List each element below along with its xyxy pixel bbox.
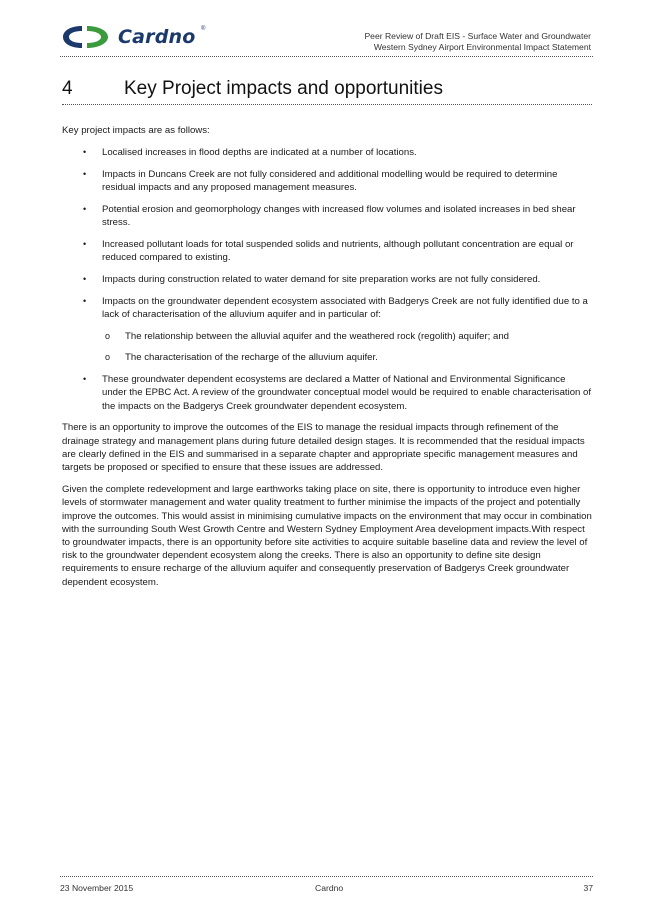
sub-list-item-text: The relationship between the alluvial aquifer and the weathered rock (regolith) aquifer; and [125, 331, 509, 343]
page-header [0, 0, 653, 60]
sub-list-item [102, 351, 592, 364]
section-heading [62, 78, 592, 105]
bullet-icon: • [83, 374, 87, 385]
page-footer [60, 876, 593, 897]
footer-company: Cardno [315, 883, 344, 893]
list-item-text: Potential erosion and geomorphology changes with increased flow volumes and isolated increases in bed shear stress. [102, 204, 576, 229]
cardno-logo-mark-icon [60, 22, 116, 52]
document-title [364, 31, 591, 53]
bullet-icon: • [83, 239, 87, 249]
sub-list-item-text: The characterisation of the recharge of the alluvium aquifer. [125, 352, 378, 364]
list-item-text: Localised increases in flood depths are indicated at a number of locations. [102, 147, 417, 159]
bullet-icon: • [83, 295, 87, 306]
list-item [62, 146, 592, 159]
document-subtitle-line: Western Sydney Airport Environmental Impact Statement [373, 42, 591, 52]
intro-paragraph: Key project impacts are as follows: [62, 125, 210, 136]
sub-list-item [102, 330, 592, 343]
bullet-icon: • [83, 204, 87, 214]
section-title: Key Project impacts and opportunities [124, 78, 443, 99]
cardno-logo [60, 22, 210, 52]
list-item [62, 295, 592, 365]
bullet-icon: • [83, 147, 87, 158]
opportunity-paragraph: There is an opportunity to improve the outcomes of the EIS to manage the residual impacts through refinement of the drainage strategy and management plans during future detailed design stages. It is recommended that the residual impacts are clearly defined in the EIS and summarised in a separate chapter and appropriate specific management measures and targets be proposed or specified to ensure that these issues are addressed. [62, 422, 585, 474]
footer-date: 23 November 2015 [60, 883, 134, 893]
list-item [62, 203, 592, 229]
section-number: 4 [62, 78, 73, 99]
list-item-text: Increased pollutant loads for total suspended solids and nutrients, although pollutant concentration are equal or reduced compared to existing. [102, 239, 574, 264]
list-item [62, 168, 592, 194]
list-item-text: Impacts in Duncans Creek are not fully considered and additional modelling would be required to determine residual impacts and any proposed management measures. [102, 169, 558, 194]
list-item [62, 238, 592, 264]
impact-list [62, 146, 592, 413]
list-item-text: These groundwater dependent ecosystems are declared a Matter of National and Environmental Significance under the EPBC Act. A review of the groundwater conceptual model would be required to enable characterisation of the impacts on the Badgerys Creek groundwater dependent ecosystem. [102, 374, 592, 412]
list-item [62, 273, 592, 286]
list-item-text: Impacts during construction related to water demand for site preparation works are not fully considered. [102, 274, 541, 285]
list-item-text: Impacts on the groundwater dependent ecosystem associated with Badgerys Creek are not fully identified due to a lack of characterisation of the alluvium aquifer and in particular of: [102, 295, 588, 320]
sub-list [102, 330, 592, 364]
page-number: 37 [583, 883, 593, 893]
list-item [62, 373, 592, 413]
logo-wordmark: Cardno [118, 26, 196, 48]
opportunity-paragraph: Given the complete redevelopment and large earthworks taking place on site, there is opportunity to introduce even higher levels of stormwater management and water quality treatment to further minimise the impacts of the project and potentially improve the outcomes. This would assist in minimising cumulative impacts on the environment that may occur in combination with the surrounding South West Growth Centre and Western Sydney Employment Area development impacts.With respect to groundwater impacts, there is an opportunity before site activities to acquire suitable baseline data and review the level of risk to the groundwater dependent ecosystem along the creeks. There is also an opportunity to define site design requirements to ensure recharge of the alluvium aquifer and consequently preservation of Badgerys Creek groundwater dependent ecosystem. [62, 484, 592, 588]
registered-mark: ® [201, 26, 206, 32]
document-title-line: Peer Review of Draft EIS - Surface Water and Groundwater [364, 31, 591, 41]
circle-bullet-icon: o [105, 331, 111, 342]
header-divider [60, 56, 593, 57]
circle-bullet-icon: o [105, 352, 111, 363]
bullet-icon: • [83, 169, 87, 179]
body-content [62, 124, 592, 598]
bullet-icon: • [83, 274, 87, 284]
